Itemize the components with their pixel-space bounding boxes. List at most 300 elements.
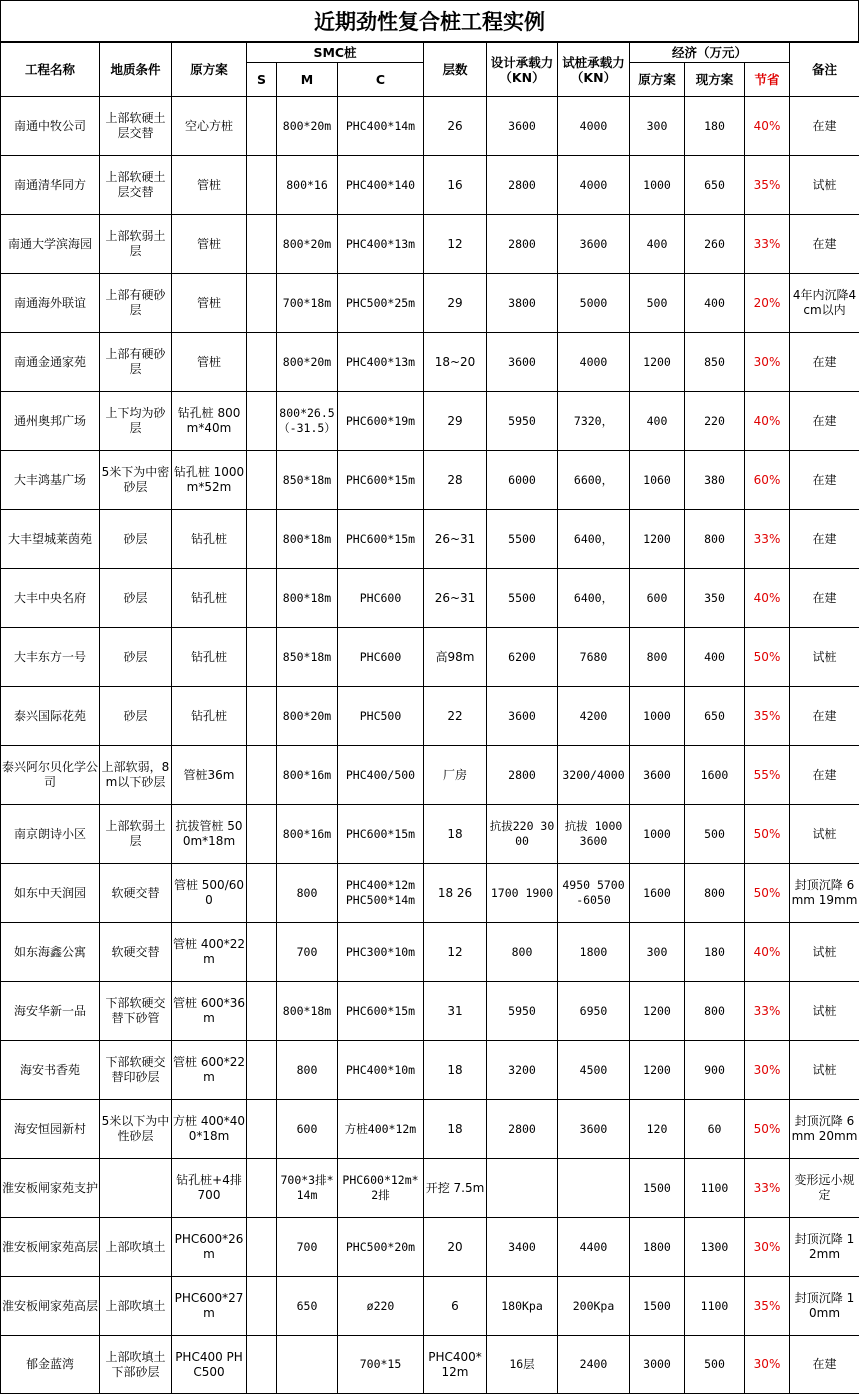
cell-s — [247, 1218, 277, 1277]
cell-project: 淮安板闸家苑高层 — [1, 1277, 100, 1336]
cell-test: 4500 — [558, 1041, 630, 1100]
cell-remark: 试桩 — [790, 805, 859, 864]
cell-original: 钻孔桩 — [172, 628, 247, 687]
cell-original: 钻孔桩+4排 700 — [172, 1159, 247, 1218]
cell-m: 800*26.5（-31.5） — [277, 392, 338, 451]
cell-saving: 33% — [745, 510, 790, 569]
cell-test: 4000 — [558, 156, 630, 215]
cell-original: 空心方桩 — [172, 97, 247, 156]
cell-s — [247, 97, 277, 156]
cell-geology: 砂层 — [100, 569, 172, 628]
cell-c: 方桩400*12m — [338, 1100, 424, 1159]
cell-floors: 16 — [424, 156, 487, 215]
cell-geology: 上下均为砂层 — [100, 392, 172, 451]
cell-original: 钻孔桩 — [172, 510, 247, 569]
cell-original: PHC400 PHC500 — [172, 1336, 247, 1394]
cell-remark: 试桩 — [790, 982, 859, 1041]
cell-design: 3600 — [487, 687, 558, 746]
cell-saving: 60% — [745, 451, 790, 510]
cell-test: 7680 — [558, 628, 630, 687]
cell-project: 大丰东方一号 — [1, 628, 100, 687]
cell-s — [247, 451, 277, 510]
cell-remark: 封顶沉降 12mm — [790, 1218, 859, 1277]
cell-orig-cost: 600 — [630, 569, 685, 628]
cell-geology: 上部软硬土层交替 — [100, 97, 172, 156]
cell-original: 管桩 — [172, 333, 247, 392]
cell-project: 大丰中央名府 — [1, 569, 100, 628]
cell-saving: 30% — [745, 333, 790, 392]
cell-now-cost: 180 — [685, 97, 745, 156]
cell-floors: 29 — [424, 274, 487, 333]
cell-design: 3600 — [487, 333, 558, 392]
cell-original: 管桩 — [172, 215, 247, 274]
cell-orig-cost: 1500 — [630, 1159, 685, 1218]
cell-c: PHC500*25m — [338, 274, 424, 333]
cell-project: 海安书香苑 — [1, 1041, 100, 1100]
header-design-load: 设计承载力（KN） — [487, 43, 558, 97]
cell-now-cost: 400 — [685, 274, 745, 333]
cell-floors: 22 — [424, 687, 487, 746]
cell-test — [558, 1159, 630, 1218]
cell-floors: 18 — [424, 1041, 487, 1100]
header-saving: 节省 — [745, 63, 790, 97]
cell-remark: 在建 — [790, 569, 859, 628]
cell-remark: 4年内沉降4cm以内 — [790, 274, 859, 333]
cell-test: 2400 — [558, 1336, 630, 1394]
cell-geology: 软硬交替 — [100, 864, 172, 923]
cell-original: 钻孔桩 1000m*52m — [172, 451, 247, 510]
header-econ-now: 现方案 — [685, 63, 745, 97]
cell-saving: 33% — [745, 982, 790, 1041]
table-row — [1, 628, 859, 687]
cell-c: PHC400*13m — [338, 215, 424, 274]
cell-remark: 试桩 — [790, 628, 859, 687]
cell-project: 通州奥邦广场 — [1, 392, 100, 451]
cell-saving: 35% — [745, 156, 790, 215]
cell-project: 淮安板闸家苑高层 — [1, 1218, 100, 1277]
cell-saving: 35% — [745, 1277, 790, 1336]
cell-c: PHC600*12m*2排 — [338, 1159, 424, 1218]
cell-remark: 在建 — [790, 510, 859, 569]
cell-project: 淮安板闸家苑支护 — [1, 1159, 100, 1218]
cell-m: 800*16m — [277, 805, 338, 864]
cell-geology: 上部有硬砂层 — [100, 274, 172, 333]
cell-geology: 上部有硬砂层 — [100, 333, 172, 392]
cell-saving: 30% — [745, 1336, 790, 1394]
cell-remark: 在建 — [790, 746, 859, 805]
cell-m: 800*20m — [277, 687, 338, 746]
cell-test: 3600 — [558, 1100, 630, 1159]
cell-c: PHC600*15m — [338, 982, 424, 1041]
cell-floors: 26~31 — [424, 510, 487, 569]
cell-orig-cost: 1060 — [630, 451, 685, 510]
cell-m: 700*18m — [277, 274, 338, 333]
cell-design: 2800 — [487, 746, 558, 805]
cell-geology: 下部软硬交替下砂管 — [100, 982, 172, 1041]
cell-m: 850*18m — [277, 628, 338, 687]
cell-now-cost: 60 — [685, 1100, 745, 1159]
table-row — [1, 687, 859, 746]
header-m: M — [277, 63, 338, 97]
cell-test: 3600 — [558, 215, 630, 274]
cell-c: PHC600 — [338, 628, 424, 687]
table-row — [1, 451, 859, 510]
cell-m: 800*20m — [277, 97, 338, 156]
cell-geology: 软硬交替 — [100, 923, 172, 982]
cell-floors: 6 — [424, 1277, 487, 1336]
cell-remark: 试桩 — [790, 923, 859, 982]
cell-c: PHC400*10m — [338, 1041, 424, 1100]
cell-now-cost: 1600 — [685, 746, 745, 805]
cell-saving: 30% — [745, 1218, 790, 1277]
cell-saving: 40% — [745, 97, 790, 156]
cell-design: 16层 — [487, 1336, 558, 1394]
cell-c: PHC500*20m — [338, 1218, 424, 1277]
cell-design: 5950 — [487, 392, 558, 451]
cell-floors: PHC400*12m — [424, 1336, 487, 1394]
cell-c: PHC500 — [338, 687, 424, 746]
cell-saving: 33% — [745, 215, 790, 274]
cell-c: PHC400*140 — [338, 156, 424, 215]
cell-design: 800 — [487, 923, 558, 982]
header-c: C — [338, 63, 424, 97]
cell-floors: 18~20 — [424, 333, 487, 392]
cell-project: 海安华新一品 — [1, 982, 100, 1041]
cell-saving: 50% — [745, 628, 790, 687]
cell-saving: 40% — [745, 569, 790, 628]
cell-orig-cost: 3600 — [630, 746, 685, 805]
cell-test: 4400 — [558, 1218, 630, 1277]
cell-now-cost: 850 — [685, 333, 745, 392]
header-economy: 经济（万元） — [630, 43, 790, 63]
cell-m: 800*18m — [277, 569, 338, 628]
cell-m: 800*18m — [277, 982, 338, 1041]
cell-orig-cost: 1200 — [630, 333, 685, 392]
cell-remark: 封顶沉降 10mm — [790, 1277, 859, 1336]
cell-original: 管桩 600*22m — [172, 1041, 247, 1100]
table-row — [1, 392, 859, 451]
cell-m: 800 — [277, 864, 338, 923]
cell-test: 4950 5700-6050 — [558, 864, 630, 923]
cell-geology: 上部软硬土层交替 — [100, 156, 172, 215]
cell-now-cost: 650 — [685, 687, 745, 746]
cell-geology: 5米下为中密砂层 — [100, 451, 172, 510]
cell-s — [247, 1336, 277, 1394]
cell-c: ø220 — [338, 1277, 424, 1336]
cell-floors: 26~31 — [424, 569, 487, 628]
cell-geology: 上部吹填土 — [100, 1218, 172, 1277]
table-row — [1, 1218, 859, 1277]
cell-now-cost: 180 — [685, 923, 745, 982]
cell-remark: 在建 — [790, 97, 859, 156]
cell-remark: 在建 — [790, 392, 859, 451]
table-row — [1, 1100, 859, 1159]
header-floors: 层数 — [424, 43, 487, 97]
cell-design: 2800 — [487, 1100, 558, 1159]
cell-saving: 33% — [745, 1159, 790, 1218]
cell-now-cost: 900 — [685, 1041, 745, 1100]
cell-s — [247, 628, 277, 687]
cell-design: 3200 — [487, 1041, 558, 1100]
cell-geology: 下部软硬交替印砂层 — [100, 1041, 172, 1100]
cell-saving: 35% — [745, 687, 790, 746]
cell-original: 管桩 400*22m — [172, 923, 247, 982]
header-original: 原方案 — [172, 43, 247, 97]
cell-m: 700 — [277, 1218, 338, 1277]
cell-orig-cost: 1800 — [630, 1218, 685, 1277]
cell-s — [247, 687, 277, 746]
cell-c: PHC600*15m — [338, 510, 424, 569]
cell-m: 650 — [277, 1277, 338, 1336]
cell-original: 钻孔桩 — [172, 569, 247, 628]
cell-s — [247, 1041, 277, 1100]
cell-now-cost: 260 — [685, 215, 745, 274]
table-row — [1, 333, 859, 392]
cell-project: 郁金蓝湾 — [1, 1336, 100, 1394]
table-row — [1, 746, 859, 805]
cell-m: 800*16 — [277, 156, 338, 215]
cell-orig-cost: 500 — [630, 274, 685, 333]
cell-orig-cost: 120 — [630, 1100, 685, 1159]
table-row — [1, 1336, 859, 1394]
cell-m: 850*18m — [277, 451, 338, 510]
cell-m: 800*20m — [277, 333, 338, 392]
cell-floors: 18 — [424, 1100, 487, 1159]
cell-original: 管桩 — [172, 156, 247, 215]
cell-project: 泰兴阿尔贝化学公司 — [1, 746, 100, 805]
cell-floors: 18 — [424, 805, 487, 864]
cell-saving: 50% — [745, 864, 790, 923]
projects-table — [0, 42, 859, 1394]
cell-orig-cost: 1200 — [630, 510, 685, 569]
cell-remark: 试桩 — [790, 1041, 859, 1100]
cell-c: PHC300*10m — [338, 923, 424, 982]
table-row — [1, 215, 859, 274]
cell-orig-cost: 300 — [630, 97, 685, 156]
cell-geology: 上部软弱土层 — [100, 215, 172, 274]
cell-test: 4200 — [558, 687, 630, 746]
cell-remark: 在建 — [790, 215, 859, 274]
cell-test: 3200/4000 — [558, 746, 630, 805]
cell-saving: 30% — [745, 1041, 790, 1100]
cell-floors: 31 — [424, 982, 487, 1041]
cell-design: 3800 — [487, 274, 558, 333]
cell-c: PHC400*13m — [338, 333, 424, 392]
table-row — [1, 510, 859, 569]
table-row — [1, 569, 859, 628]
cell-geology: 砂层 — [100, 510, 172, 569]
cell-project: 南通中牧公司 — [1, 97, 100, 156]
cell-s — [247, 392, 277, 451]
cell-remark: 变形远小规定 — [790, 1159, 859, 1218]
table-row — [1, 864, 859, 923]
cell-s — [247, 746, 277, 805]
cell-original: 钻孔桩 — [172, 687, 247, 746]
cell-saving: 50% — [745, 1100, 790, 1159]
cell-s — [247, 215, 277, 274]
cell-now-cost: 800 — [685, 982, 745, 1041]
cell-original: 管桩 — [172, 274, 247, 333]
cell-design: 5950 — [487, 982, 558, 1041]
cell-orig-cost: 1200 — [630, 1041, 685, 1100]
cell-now-cost: 800 — [685, 864, 745, 923]
header-smc: SMC桩 — [247, 43, 424, 63]
cell-test: 4000 — [558, 333, 630, 392]
table-row — [1, 923, 859, 982]
table-body — [1, 97, 859, 1394]
cell-original: 抗拔管桩 500m*18m — [172, 805, 247, 864]
cell-saving: 55% — [745, 746, 790, 805]
cell-design: 3400 — [487, 1218, 558, 1277]
cell-orig-cost: 400 — [630, 215, 685, 274]
table-row — [1, 1041, 859, 1100]
cell-remark: 在建 — [790, 333, 859, 392]
page-title: 近期劲性复合桩工程实例 — [0, 0, 859, 42]
cell-now-cost: 1100 — [685, 1277, 745, 1336]
cell-design: 5500 — [487, 569, 558, 628]
cell-remark: 在建 — [790, 1336, 859, 1394]
cell-now-cost: 1100 — [685, 1159, 745, 1218]
cell-m: 800 — [277, 1041, 338, 1100]
header-remark: 备注 — [790, 43, 859, 97]
cell-geology: 砂层 — [100, 628, 172, 687]
cell-geology: 上部吹填土 — [100, 1277, 172, 1336]
cell-remark: 在建 — [790, 687, 859, 746]
cell-s — [247, 805, 277, 864]
cell-original: 方桩 400*400*18m — [172, 1100, 247, 1159]
cell-design: 抗拔220 3000 — [487, 805, 558, 864]
cell-floors: 28 — [424, 451, 487, 510]
cell-c: PHC600*15m — [338, 805, 424, 864]
cell-design: 5500 — [487, 510, 558, 569]
table-row — [1, 156, 859, 215]
header-s: S — [247, 63, 277, 97]
cell-m: 800*18m — [277, 510, 338, 569]
cell-now-cost: 1300 — [685, 1218, 745, 1277]
cell-c: PHC400*14m — [338, 97, 424, 156]
cell-test: 7320， — [558, 392, 630, 451]
header-geology: 地质条件 — [100, 43, 172, 97]
cell-s — [247, 569, 277, 628]
cell-now-cost: 380 — [685, 451, 745, 510]
cell-now-cost: 500 — [685, 805, 745, 864]
cell-project: 南通大学滨海园 — [1, 215, 100, 274]
cell-saving: 20% — [745, 274, 790, 333]
cell-s — [247, 510, 277, 569]
cell-design: 3600 — [487, 97, 558, 156]
table-row — [1, 1277, 859, 1336]
cell-floors: 20 — [424, 1218, 487, 1277]
cell-floors: 18 26 — [424, 864, 487, 923]
cell-geology: 上部软弱土层 — [100, 805, 172, 864]
cell-geology: 上部吹填土下部砂层 — [100, 1336, 172, 1394]
cell-orig-cost: 1000 — [630, 805, 685, 864]
cell-saving: 50% — [745, 805, 790, 864]
cell-test: 200Kpa — [558, 1277, 630, 1336]
cell-geology — [100, 1159, 172, 1218]
cell-design: 2800 — [487, 156, 558, 215]
cell-c: PHC600*19m — [338, 392, 424, 451]
cell-m: 700*3排*14m — [277, 1159, 338, 1218]
cell-project: 大丰鸿基广场 — [1, 451, 100, 510]
cell-original: 管桩 600*36m — [172, 982, 247, 1041]
cell-project: 如东中天润园 — [1, 864, 100, 923]
cell-test: 4000 — [558, 97, 630, 156]
cell-s — [247, 274, 277, 333]
table-row — [1, 805, 859, 864]
cell-project: 南京朗诗小区 — [1, 805, 100, 864]
cell-c: PHC600*15m — [338, 451, 424, 510]
cell-now-cost: 220 — [685, 392, 745, 451]
cell-original: PHC600*26m — [172, 1218, 247, 1277]
cell-design: 6200 — [487, 628, 558, 687]
cell-c: PHC400/500 — [338, 746, 424, 805]
cell-project: 南通海外联谊 — [1, 274, 100, 333]
cell-floors: 26 — [424, 97, 487, 156]
cell-s — [247, 1159, 277, 1218]
cell-s — [247, 982, 277, 1041]
cell-m: 700 — [277, 923, 338, 982]
cell-s — [247, 156, 277, 215]
cell-project: 南通金通家苑 — [1, 333, 100, 392]
cell-s — [247, 1277, 277, 1336]
cell-original: 管桩36m — [172, 746, 247, 805]
cell-orig-cost: 1500 — [630, 1277, 685, 1336]
header-econ-orig: 原方案 — [630, 63, 685, 97]
cell-s — [247, 864, 277, 923]
table-row — [1, 97, 859, 156]
cell-test: 5000 — [558, 274, 630, 333]
cell-original: 钻孔桩 800m*40m — [172, 392, 247, 451]
cell-test: 6400， — [558, 510, 630, 569]
cell-design: 180Kpa — [487, 1277, 558, 1336]
cell-floors: 12 — [424, 215, 487, 274]
cell-orig-cost: 800 — [630, 628, 685, 687]
cell-orig-cost: 3000 — [630, 1336, 685, 1394]
cell-test: 6400， — [558, 569, 630, 628]
cell-remark: 封顶沉降 6mm 19mm — [790, 864, 859, 923]
cell-geology: 5米以下为中性砂层 — [100, 1100, 172, 1159]
cell-design: 6000 — [487, 451, 558, 510]
cell-now-cost: 400 — [685, 628, 745, 687]
cell-now-cost: 800 — [685, 510, 745, 569]
cell-now-cost: 350 — [685, 569, 745, 628]
cell-test: 1800 — [558, 923, 630, 982]
cell-remark: 在建 — [790, 451, 859, 510]
cell-test: 抗拔 1000 3600 — [558, 805, 630, 864]
cell-s — [247, 923, 277, 982]
cell-now-cost: 500 — [685, 1336, 745, 1394]
cell-m: 600 — [277, 1100, 338, 1159]
cell-original: 管桩 500/600 — [172, 864, 247, 923]
header-project: 工程名称 — [1, 43, 100, 97]
cell-orig-cost: 1000 — [630, 156, 685, 215]
cell-project: 如东海鑫公寓 — [1, 923, 100, 982]
cell-saving: 40% — [745, 923, 790, 982]
cell-project: 大丰望城莱茵苑 — [1, 510, 100, 569]
cell-saving: 40% — [745, 392, 790, 451]
cell-floors: 开挖 7.5m — [424, 1159, 487, 1218]
cell-test: 6600， — [558, 451, 630, 510]
cell-project: 海安恒园新村 — [1, 1100, 100, 1159]
cell-test: 6950 — [558, 982, 630, 1041]
table-row — [1, 982, 859, 1041]
cell-s — [247, 1100, 277, 1159]
cell-orig-cost: 1000 — [630, 687, 685, 746]
cell-m: 800*16m — [277, 746, 338, 805]
cell-remark: 试桩 — [790, 156, 859, 215]
cell-orig-cost: 1600 — [630, 864, 685, 923]
